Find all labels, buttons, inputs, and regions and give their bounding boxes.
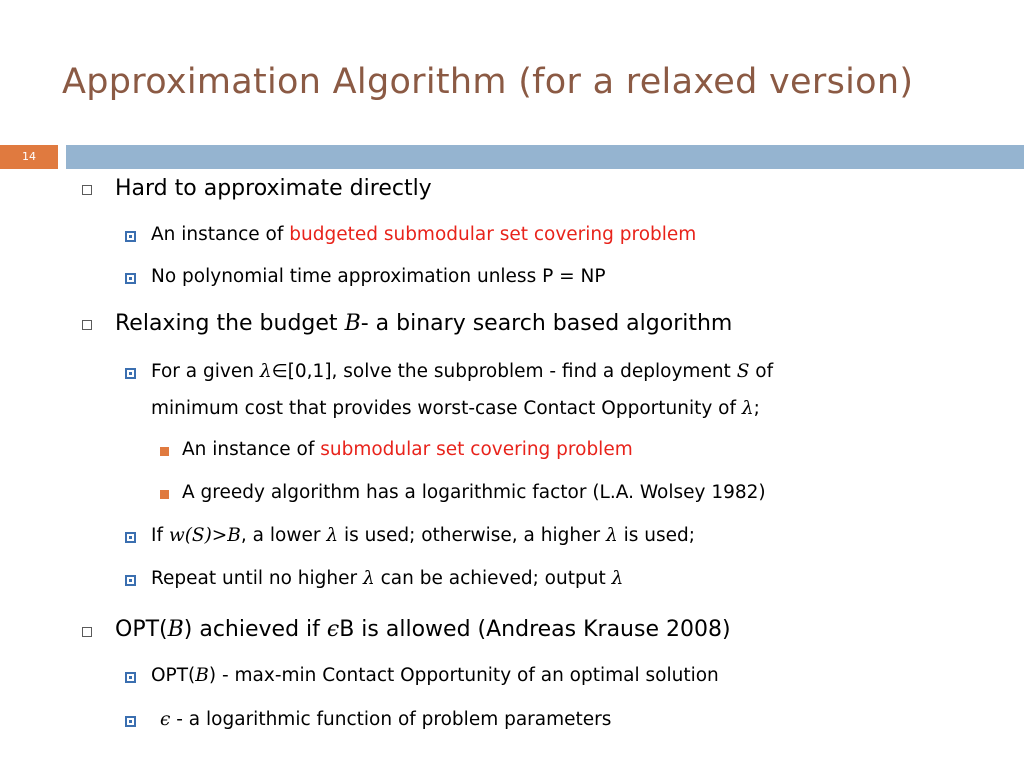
- bullet-opt-maxmin: [151, 665, 719, 686]
- bullet-text: of: [749, 361, 774, 382]
- bullet-instance-submodular: [182, 439, 633, 460]
- square-bullet-icon: [82, 320, 92, 330]
- square-bullet-icon: [82, 627, 92, 637]
- bullet-text: ;: [753, 398, 760, 419]
- bullet-text: Hard to approximate directly: [115, 176, 432, 201]
- bullet-text: is used;: [617, 525, 695, 546]
- math-symbol: λ: [605, 525, 618, 546]
- bullet-repeat-until: [151, 568, 623, 589]
- bullet-text: For a given: [151, 361, 260, 382]
- bullet-text: OPT(: [151, 665, 196, 686]
- bullet-text: An instance of: [151, 224, 290, 245]
- bullet-text: Relaxing the budget: [115, 311, 345, 336]
- bullet-no-polynomial: [151, 266, 606, 287]
- bullet-hard-to-approximate: [115, 176, 432, 201]
- math-symbol: ϵ: [326, 617, 340, 642]
- math-symbol: λ: [363, 568, 375, 589]
- bullet-text: An instance of: [182, 439, 321, 460]
- math-symbol: B: [195, 665, 209, 686]
- bullet-text: OPT(: [115, 617, 168, 642]
- square-bullet-icon: [125, 575, 136, 586]
- bullet-opt-achieved: [115, 617, 731, 642]
- bullet-text: ) - max-min Contact Opportunity of an optimal solution: [208, 665, 719, 686]
- bullet-text: A greedy algorithm has a logarithmic factor (L.A. Wolsey 1982): [182, 482, 766, 503]
- bullet-text: can be achieved; output: [374, 568, 612, 589]
- square-bullet-icon: [125, 273, 136, 284]
- math-symbol: λ: [259, 361, 272, 382]
- bullet-text: ∈[0,1], solve the subproblem - find a deployment: [271, 361, 737, 382]
- bullet-epsilon-log: [160, 709, 611, 730]
- bullet-text: minimum cost that provides worst-case Contact Opportunity of: [151, 398, 742, 419]
- square-bullet-icon: [82, 185, 92, 195]
- square-bullet-icon: [160, 490, 169, 499]
- bullet-text: Repeat until no higher: [151, 568, 363, 589]
- bullet-text: B is allowed (Andreas Krause 2008): [339, 617, 731, 642]
- bullet-for-given-lambda-line2: [151, 398, 760, 419]
- bullet-greedy-algorithm: [182, 482, 766, 503]
- bullet-text: - a binary search based algorithm: [360, 311, 733, 336]
- math-symbol: λ: [326, 525, 339, 546]
- square-bullet-icon: [160, 447, 169, 456]
- math-symbol: λ: [611, 568, 624, 589]
- highlight-text: budgeted submodular set covering problem: [289, 224, 697, 245]
- bullet-text: ) achieved if: [183, 617, 327, 642]
- bullet-text: , a lower: [240, 525, 327, 546]
- bullet-text: No polynomial time approximation unless P = NP: [151, 266, 606, 287]
- slide-title: Approximation Algorithm (for a relaxed version): [62, 62, 914, 102]
- math-symbol: S: [736, 361, 750, 382]
- square-bullet-icon: [125, 532, 136, 543]
- math-symbol: w(S)>B: [168, 525, 241, 546]
- bullet-text: is used; otherwise, a higher: [338, 525, 606, 546]
- bullet-if-w-s: [151, 525, 695, 546]
- square-bullet-icon: [125, 231, 136, 242]
- math-symbol: ϵ: [160, 709, 171, 730]
- bullet-instance-budgeted: [151, 224, 696, 245]
- bullet-text: - a logarithmic function of problem parameters: [170, 709, 612, 730]
- slide-number: 14: [0, 145, 58, 169]
- bullet-for-given-lambda-line1: [151, 361, 773, 382]
- highlight-text: submodular set covering problem: [320, 439, 633, 460]
- math-symbol: B: [344, 311, 361, 336]
- square-bullet-icon: [125, 672, 136, 683]
- bullet-text: If: [151, 525, 169, 546]
- math-symbol: B: [167, 617, 184, 642]
- square-bullet-icon: [125, 368, 136, 379]
- math-symbol: λ: [741, 398, 754, 419]
- square-bullet-icon: [125, 716, 136, 727]
- bullet-relaxing-budget: [115, 311, 732, 336]
